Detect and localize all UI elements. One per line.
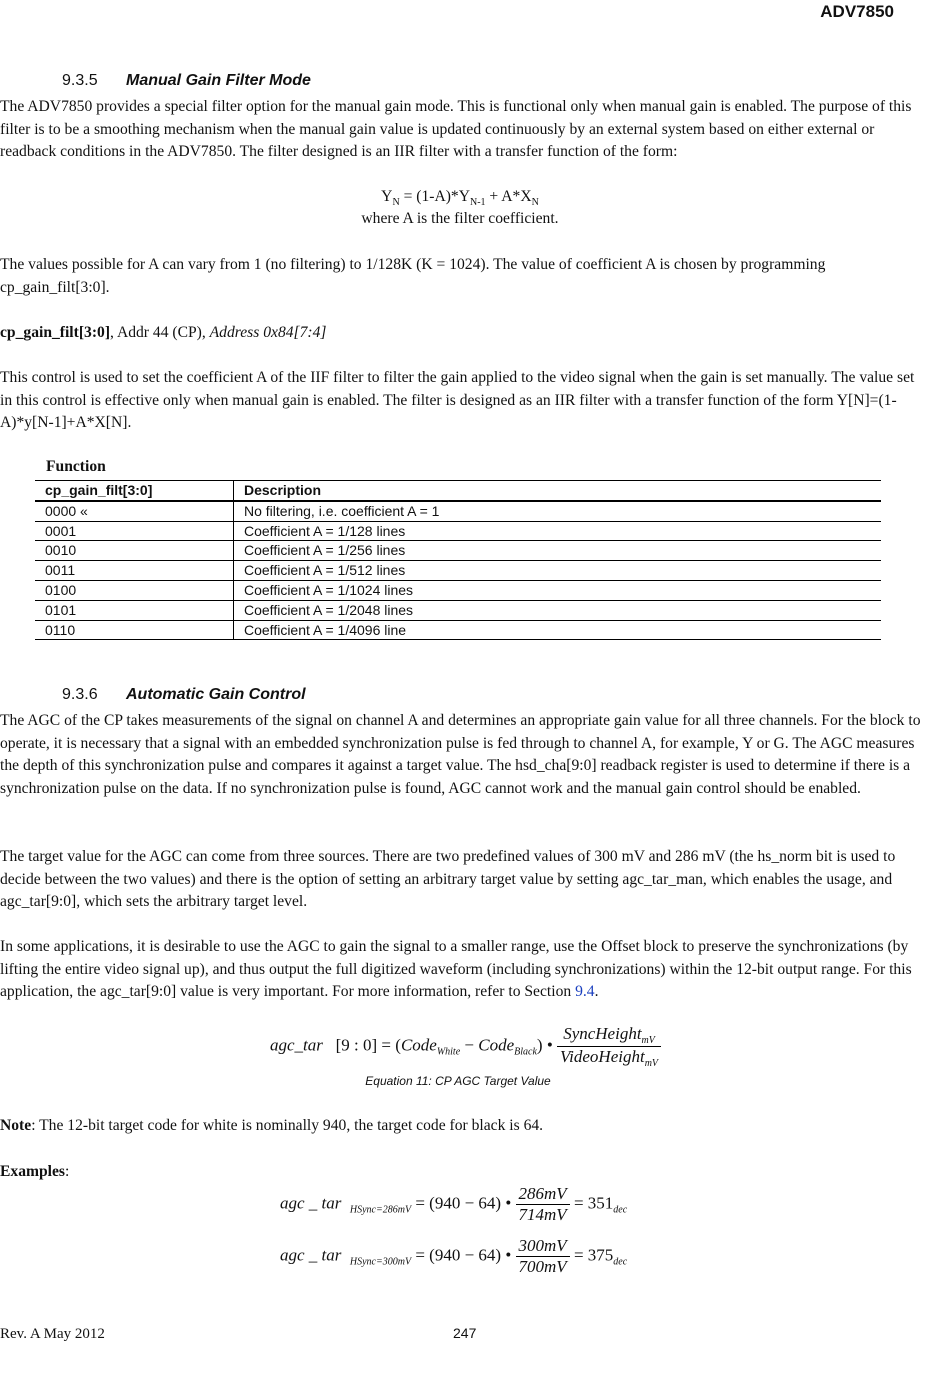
example-equation-1: agc _ tar $_{HSync=286mV}$ = (940 − 64) • $\frac{286mV}{714mV}$ = $351_{dec}$ [280,1184,628,1224]
register-value-cell: 0110 [35,620,234,640]
equation-caption: Equation 11: CP AGC Target Value [365,1074,551,1088]
examples-label: Examples: [0,1163,70,1180]
paragraph: This control is used to set the coefficient A of the IIF filter to filter the gain applied to the video signal when the gain is set manually. The value set in this control is effective only when manual gain is enabled. The filter is designed as an IIR filter with a transfer function of the form Y[N]=(1-A)*y[N-1]+A*X[N]. [0,369,915,432]
section-heading-935 [62,72,311,90]
iir-equation: $Y_N = (1-A)*Y_{N-1} + A*X_N$ [381,188,539,208]
description-cell: Coefficient A = 1/1024 lines [234,580,882,600]
note-paragraph: Note: The 12-bit target code for white is nominally 940, the target code for black is 64. [0,1117,544,1134]
column-header: Description [234,481,882,501]
table-row [35,600,881,620]
table-header-row [35,481,881,501]
description-cell: Coefficient A = 1/128 lines [234,521,882,541]
register-value-cell: 0011 [35,561,234,581]
page-number: 247 [453,1325,477,1341]
section-link[interactable]: 9.4 [575,983,595,1001]
register-table [35,480,881,640]
register-name: cp_gain_filt[3:0] [0,324,111,341]
section-number: 9.3.6 [62,686,98,703]
agc-target-equation: agc_tar [9 : 0] = (Code$_{White}$ − Code$_{Black}$) • $\frac{SyncHeight_{mV}}{VideoHeight_{mV}}$ [270,1024,661,1069]
paragraph: The ADV7850 provides a special filter option for the manual gain mode. This is functional only when manual gain is enabled. The purpose of this filter is to be a smoothing mechanism when the manual gain value is updated continuously by an external system based on either external or readback conditions in the ADV7850. The filter designed is an IIR filter with a transfer function of the form: [0,98,912,161]
section-number: 9.3.5 [62,72,98,89]
register-value-cell: 0000 « [35,501,234,521]
table-row [35,541,881,561]
note-label: Note [0,1117,32,1134]
description-cell: Coefficient A = 1/512 lines [234,561,882,581]
equation-note: where A is the filter coefficient. [361,210,559,227]
description-cell: Coefficient A = 1/256 lines [234,541,882,561]
description-cell: Coefficient A = 1/2048 lines [234,600,882,620]
section-title: Automatic Gain Control [126,686,306,703]
revision-note: Rev. A May 2012 [0,1326,105,1342]
register-definition: cp_gain_filt[3:0], Addr 44 (CP), Address 0x84[7:4] [0,324,327,341]
column-header: cp_gain_filt[3:0] [35,481,234,501]
table-row [35,620,881,640]
register-value-cell: 0101 [35,600,234,620]
section-title: Manual Gain Filter Mode [126,72,311,89]
register-value-cell: 0010 [35,541,234,561]
description-cell: Coefficient A = 1/4096 line [234,620,882,640]
description-cell: No filtering, i.e. coefficient A = 1 [234,501,882,521]
paragraph: The AGC of the CP takes measurements of the signal on channel A and determines an appropriate gain value for all three channels. For the block to operate, it is necessary that a signal with an embedded synchronization pulse is fed through to channel A, for example, Y or G. The AGC measures the depth of this synchronization pulse and compares it against a target value. The hsd_cha[9:0] readback register is used to determine if there is a synchronization pulse on the data. If no synchronization pulse is found, AGC cannot work and the manual gain control should be enabled. [0,712,921,797]
register-value-cell: 0001 [35,521,234,541]
table-row [35,561,881,581]
register-address: Address 0x84[7:4] [209,324,327,341]
section-heading-936 [62,686,306,704]
document-name: ADV7850 [820,2,894,21]
table-row [35,580,881,600]
paragraph: The target value for the AGC can come from three sources. There are two predefined values of 300 mV and 286 mV (the hs_norm bit is used to decide between the two values) and there is the option of setting an arbitrary target value by setting agc_tar_man, which enables the usage, and agc_tar[9:0], which sets the arbitrary target level. [0,848,896,911]
register-value-cell: 0100 [35,580,234,600]
table-caption: Function [46,458,106,475]
table-row [35,501,881,521]
paragraph: The values possible for A can vary from 1 (no filtering) to 1/128K (K = 1024). The value of coefficient A is chosen by programming cp_gain_filt[3:0]. [0,256,826,296]
example-equation-2: agc _ tar $_{HSync=300mV}$ = (940 − 64) • $\frac{300mV}{700mV}$ = $375_{dec}$ [280,1236,628,1276]
table-row [35,521,881,541]
paragraph: In some applications, it is desirable to use the AGC to gain the signal to a smaller range, use the Offset block to preserve the synchronizations (by lifting the entire video signal up), and thus output the full digitized waveform (including synchronizations) within the 12-bit output range. For this application, the agc_tar[9:0] value is very important. For more information, refer to Section 9.4. [0,938,912,1001]
